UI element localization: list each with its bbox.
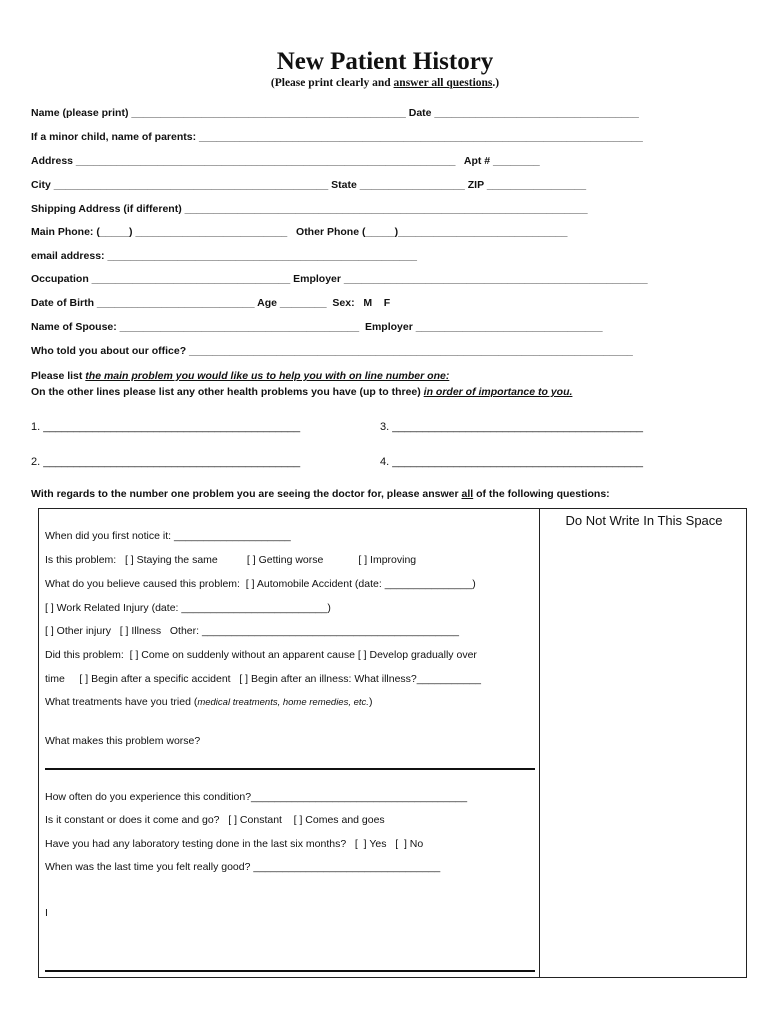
instruction-2-emphasis: in order of importance to you. [423, 386, 573, 398]
regards-emphasis: all [461, 488, 474, 500]
problem-1-field[interactable]: 1. __________________________________________ [31, 421, 301, 433]
worse-question: What makes this problem worse? [45, 735, 201, 747]
subtitle-post: .) [492, 77, 500, 89]
phone-field[interactable]: Main Phone: (_____) __________________________ Other Phone (_____)_____________________________ [31, 226, 568, 238]
regards-post: of the following questions: [473, 488, 610, 500]
first-notice-field[interactable]: When did you first notice it: ____________________ [45, 530, 291, 542]
onset-options[interactable]: time [ ] Begin after a specific accident [ ] Begin after an illness: What illness?___________ [45, 673, 481, 685]
frequency-field[interactable]: How often do you experience this condition?_____________________________________ [45, 791, 468, 803]
regards-instruction [31, 488, 610, 500]
instruction-line-1 [31, 370, 449, 382]
treatments-question [45, 696, 372, 708]
treatments-pre: What treatments have you tried ( [45, 696, 198, 708]
city-field[interactable]: City _______________________________________________ State __________________ ZIP _________________ [31, 179, 587, 191]
other-cause-options[interactable]: [ ] Other injury [ ] Illness Other: ____________________________________________ [45, 625, 459, 637]
instruction-1-emphasis: the main problem you would like us to help you with on line number one: [85, 370, 450, 382]
treatments-examples: medical treatments, home remedies, etc. [197, 697, 369, 708]
spouse-field[interactable]: Name of Spouse: _________________________________________ Employer ________________________________ [31, 321, 603, 333]
last-felt-good-field[interactable]: When was the last time you felt really good? ________________________________ [45, 861, 441, 873]
instruction-line-2 [31, 386, 572, 398]
parents-field[interactable]: If a minor child, name of parents: ____________________________________________________________________________ [31, 131, 643, 143]
constant-options[interactable]: Is it constant or does it come and go? [ ] Constant [ ] Comes and goes [45, 814, 385, 826]
answer-rule[interactable] [45, 768, 535, 770]
page-title: New Patient History [276, 48, 494, 75]
address-field[interactable]: Address _________________________________________________________________ Apt # ________ [31, 155, 540, 167]
dob-field[interactable]: Date of Birth ___________________________ Age ________ Sex: M F [31, 297, 391, 309]
subtitle-underlined: answer all questions [393, 77, 493, 89]
treatments-post: ) [368, 696, 373, 708]
problem-2-field[interactable]: 2. __________________________________________ [31, 456, 301, 468]
regards-pre: With regards to the number one problem you are seeing the doctor for, please answer [31, 488, 462, 500]
instruction-2-pre: On the other lines please list any other health problems you have (up to three) [31, 386, 424, 398]
questions-box [38, 508, 747, 978]
subtitle-pre: (Please print clearly and [270, 77, 394, 89]
onset-question[interactable]: Did this problem: [ ] Come on suddenly without an apparent cause [ ] Develop gradually over [45, 649, 477, 661]
instruction-1-pre: Please list [31, 370, 86, 382]
work-injury-option[interactable]: [ ] Work Related Injury (date: _________________________) [45, 602, 331, 614]
bottom-answer-rule[interactable] [45, 970, 535, 972]
shipping-field[interactable]: Shipping Address (if different) _____________________________________________________________________ [31, 203, 588, 215]
problem-3-field[interactable]: 3. _________________________________________ [380, 421, 644, 433]
problem-4-field[interactable]: 4. _________________________________________ [380, 456, 644, 468]
email-field[interactable]: email address: _____________________________________________________ [31, 250, 417, 262]
text-cursor-mark: I [45, 907, 48, 919]
occupation-field[interactable]: Occupation __________________________________ Employer ____________________________________________________ [31, 273, 648, 285]
name-field[interactable]: Name (please print) _______________________________________________ Date ___________________________________ [31, 107, 639, 119]
office-use-label: Do Not Write In This Space [565, 513, 723, 528]
referral-field[interactable]: Who told you about our office? ____________________________________________________________________________ [31, 345, 633, 357]
cause-question[interactable]: What do you believe caused this problem: [ ] Automobile Accident (date: _______________) [45, 578, 476, 590]
office-use-divider [539, 509, 540, 977]
page-subtitle [0, 77, 770, 89]
problem-status-options[interactable]: Is this problem: [ ] Staying the same [ ] Getting worse [ ] Improving [45, 554, 417, 566]
lab-testing-options[interactable]: Have you had any laboratory testing done in the last six months? [ ] Yes [ ] No [45, 838, 424, 850]
